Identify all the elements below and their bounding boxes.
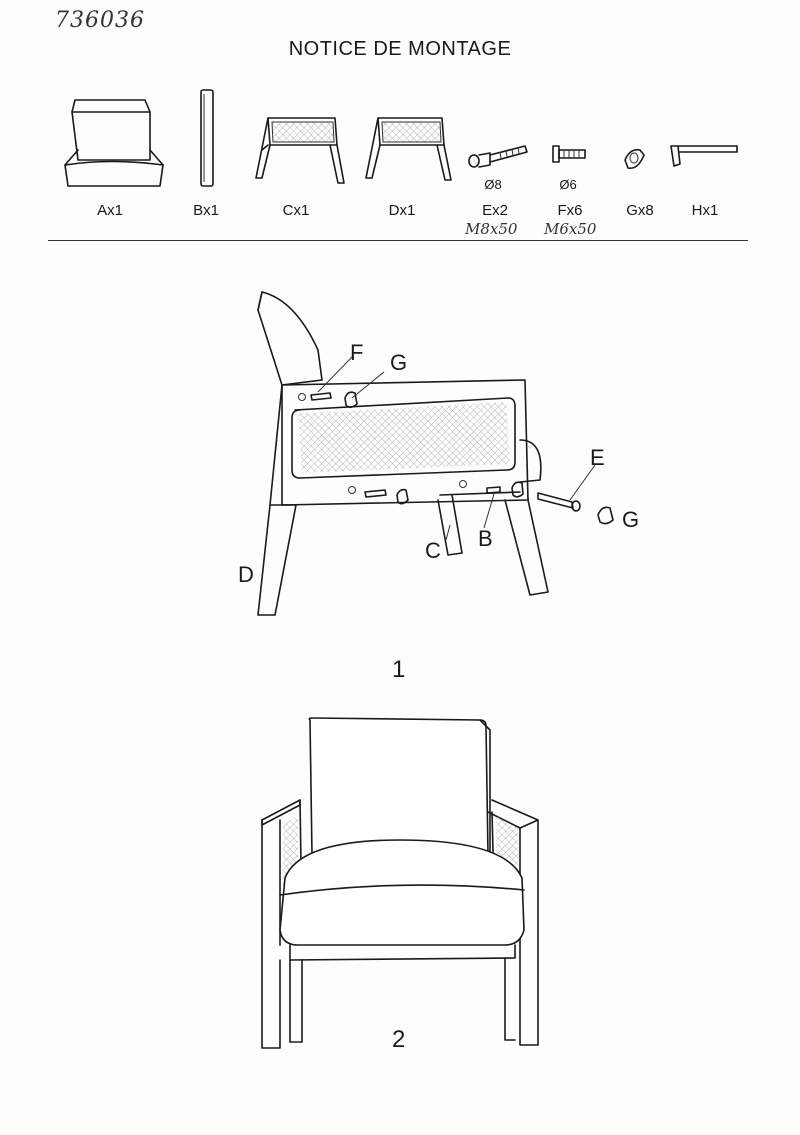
callout-f: F: [350, 340, 364, 365]
part-label-b: Bx1: [193, 202, 219, 219]
divider-line: [48, 240, 748, 241]
part-spec-e: M8x50: [465, 220, 518, 238]
part-label-c: Cx1: [282, 202, 310, 219]
part-label-f: Fx6: [557, 202, 583, 219]
part-label-a: Ax1: [97, 202, 123, 219]
callout-g-right: G: [622, 507, 640, 532]
step2-diagram: [262, 718, 538, 1048]
part-label-h: Hx1: [691, 202, 719, 219]
allen-key-icon: [671, 146, 737, 166]
part-spec-f: M6x50: [544, 220, 597, 238]
rail-bar-icon: [201, 90, 213, 186]
callout-b: B: [478, 526, 493, 551]
step-number-1: 1: [392, 656, 406, 683]
part-label-e: Ex2: [482, 202, 508, 219]
long-bolt-icon: [469, 146, 527, 167]
step1-diagram: [258, 292, 613, 615]
short-bolt-icon: [553, 146, 585, 162]
part-diameter-f: Ø6: [559, 177, 577, 192]
seat-cushion-icon: [65, 100, 163, 186]
step-number-2: 2: [392, 1026, 406, 1053]
part-label-g: Gx8: [626, 202, 654, 219]
callout-c: C: [425, 538, 441, 563]
callout-g-top: G: [390, 350, 408, 375]
page-title: NOTICE DE MONTAGE: [288, 38, 512, 60]
callout-d: D: [238, 562, 254, 587]
callout-e: E: [590, 445, 605, 470]
reference-number: 736036: [55, 8, 145, 33]
washer-icon: [625, 150, 644, 169]
side-frame-icon: [366, 118, 451, 180]
part-label-d: Dx1: [388, 202, 416, 219]
part-diameter-e: Ø8: [484, 177, 502, 192]
side-frame-icon: [256, 118, 344, 183]
